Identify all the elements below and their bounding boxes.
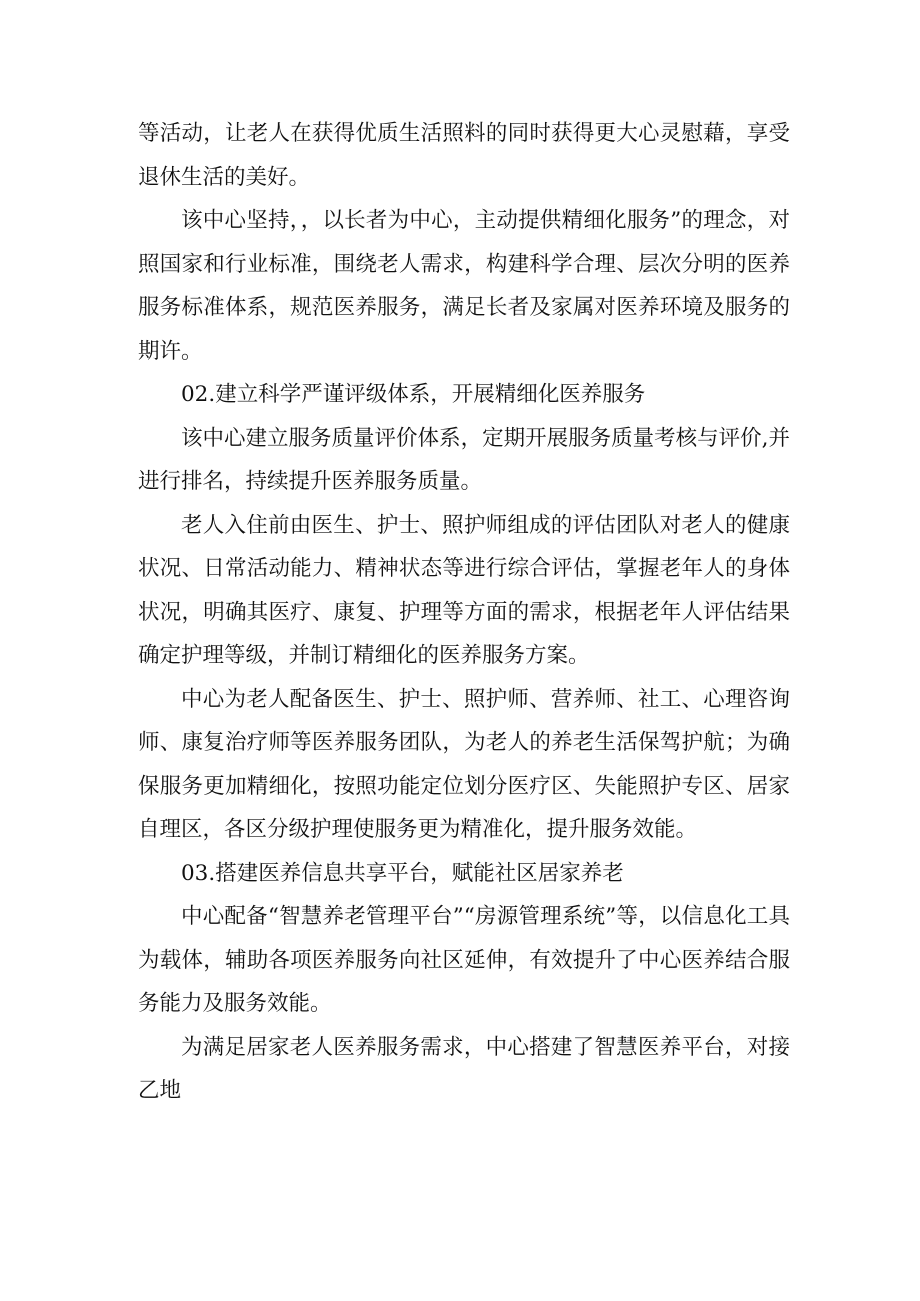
- paragraph-home-care: 为满足居家老人医养服务需求，中心搭建了智慧医养平台，对接乙地: [138, 1034, 790, 1103]
- paragraph-continuation: 等活动，让老人在获得优质生活照料的同时获得更大心灵慰藉，享受退休生活的美好。: [138, 121, 790, 190]
- paragraph-service-team: 中心为老人配备医生、护士、照护师、营养师、社工、心理咨询师、康复治疗师等医养服务团队，为老人的养老生活保驾护航；为确保服务更加精细化，按照功能定位划分医疗区、失能照护专区、居家自理区，各区分级护理使服务更为精准化，提升服务效能。: [138, 686, 790, 842]
- section-heading-03: 03.搭建医养信息共享平台，赋能社区居家养老: [181, 860, 624, 886]
- section-heading-02: 02.建立科学严谨评级体系，开展精细化医养服务: [181, 382, 646, 407]
- document-body: [138, 112, 790, 1113]
- paragraph-quality-evaluation: 该中心建立服务质量评价体系，定期开展服务质量考核与评价,并进行排名，持续提升医养服务质量。: [138, 425, 790, 494]
- paragraph-smart-platform: 中心配备“智慧养老管理平台”“房源管理系统”等，以信息化工具为载体，辅助各项医养服务向社区延伸，有效提升了中心医养结合服务能力及服务效能。: [138, 904, 790, 1016]
- paragraph-admission-assessment: 老人入住前由医生、护士、照护师组成的评估团队对老人的健康状况、日常活动能力、精神状态等进行综合评估，掌握老年人的身体状况，明确其医疗、康复、护理等方面的需求，根据老年人评估结果确定护理等级，并制订精细化的医养服务方案。: [138, 512, 790, 668]
- paragraph-philosophy: 该中心坚持，，以长者为中心，主动提供精细化服务”的理念，对照国家和行业标准，围绕老人需求，构建科学合理、层次分明的医养服务标准体系，规范医养服务，满足长者及家属对医养环境及服务的期许。: [138, 208, 790, 364]
